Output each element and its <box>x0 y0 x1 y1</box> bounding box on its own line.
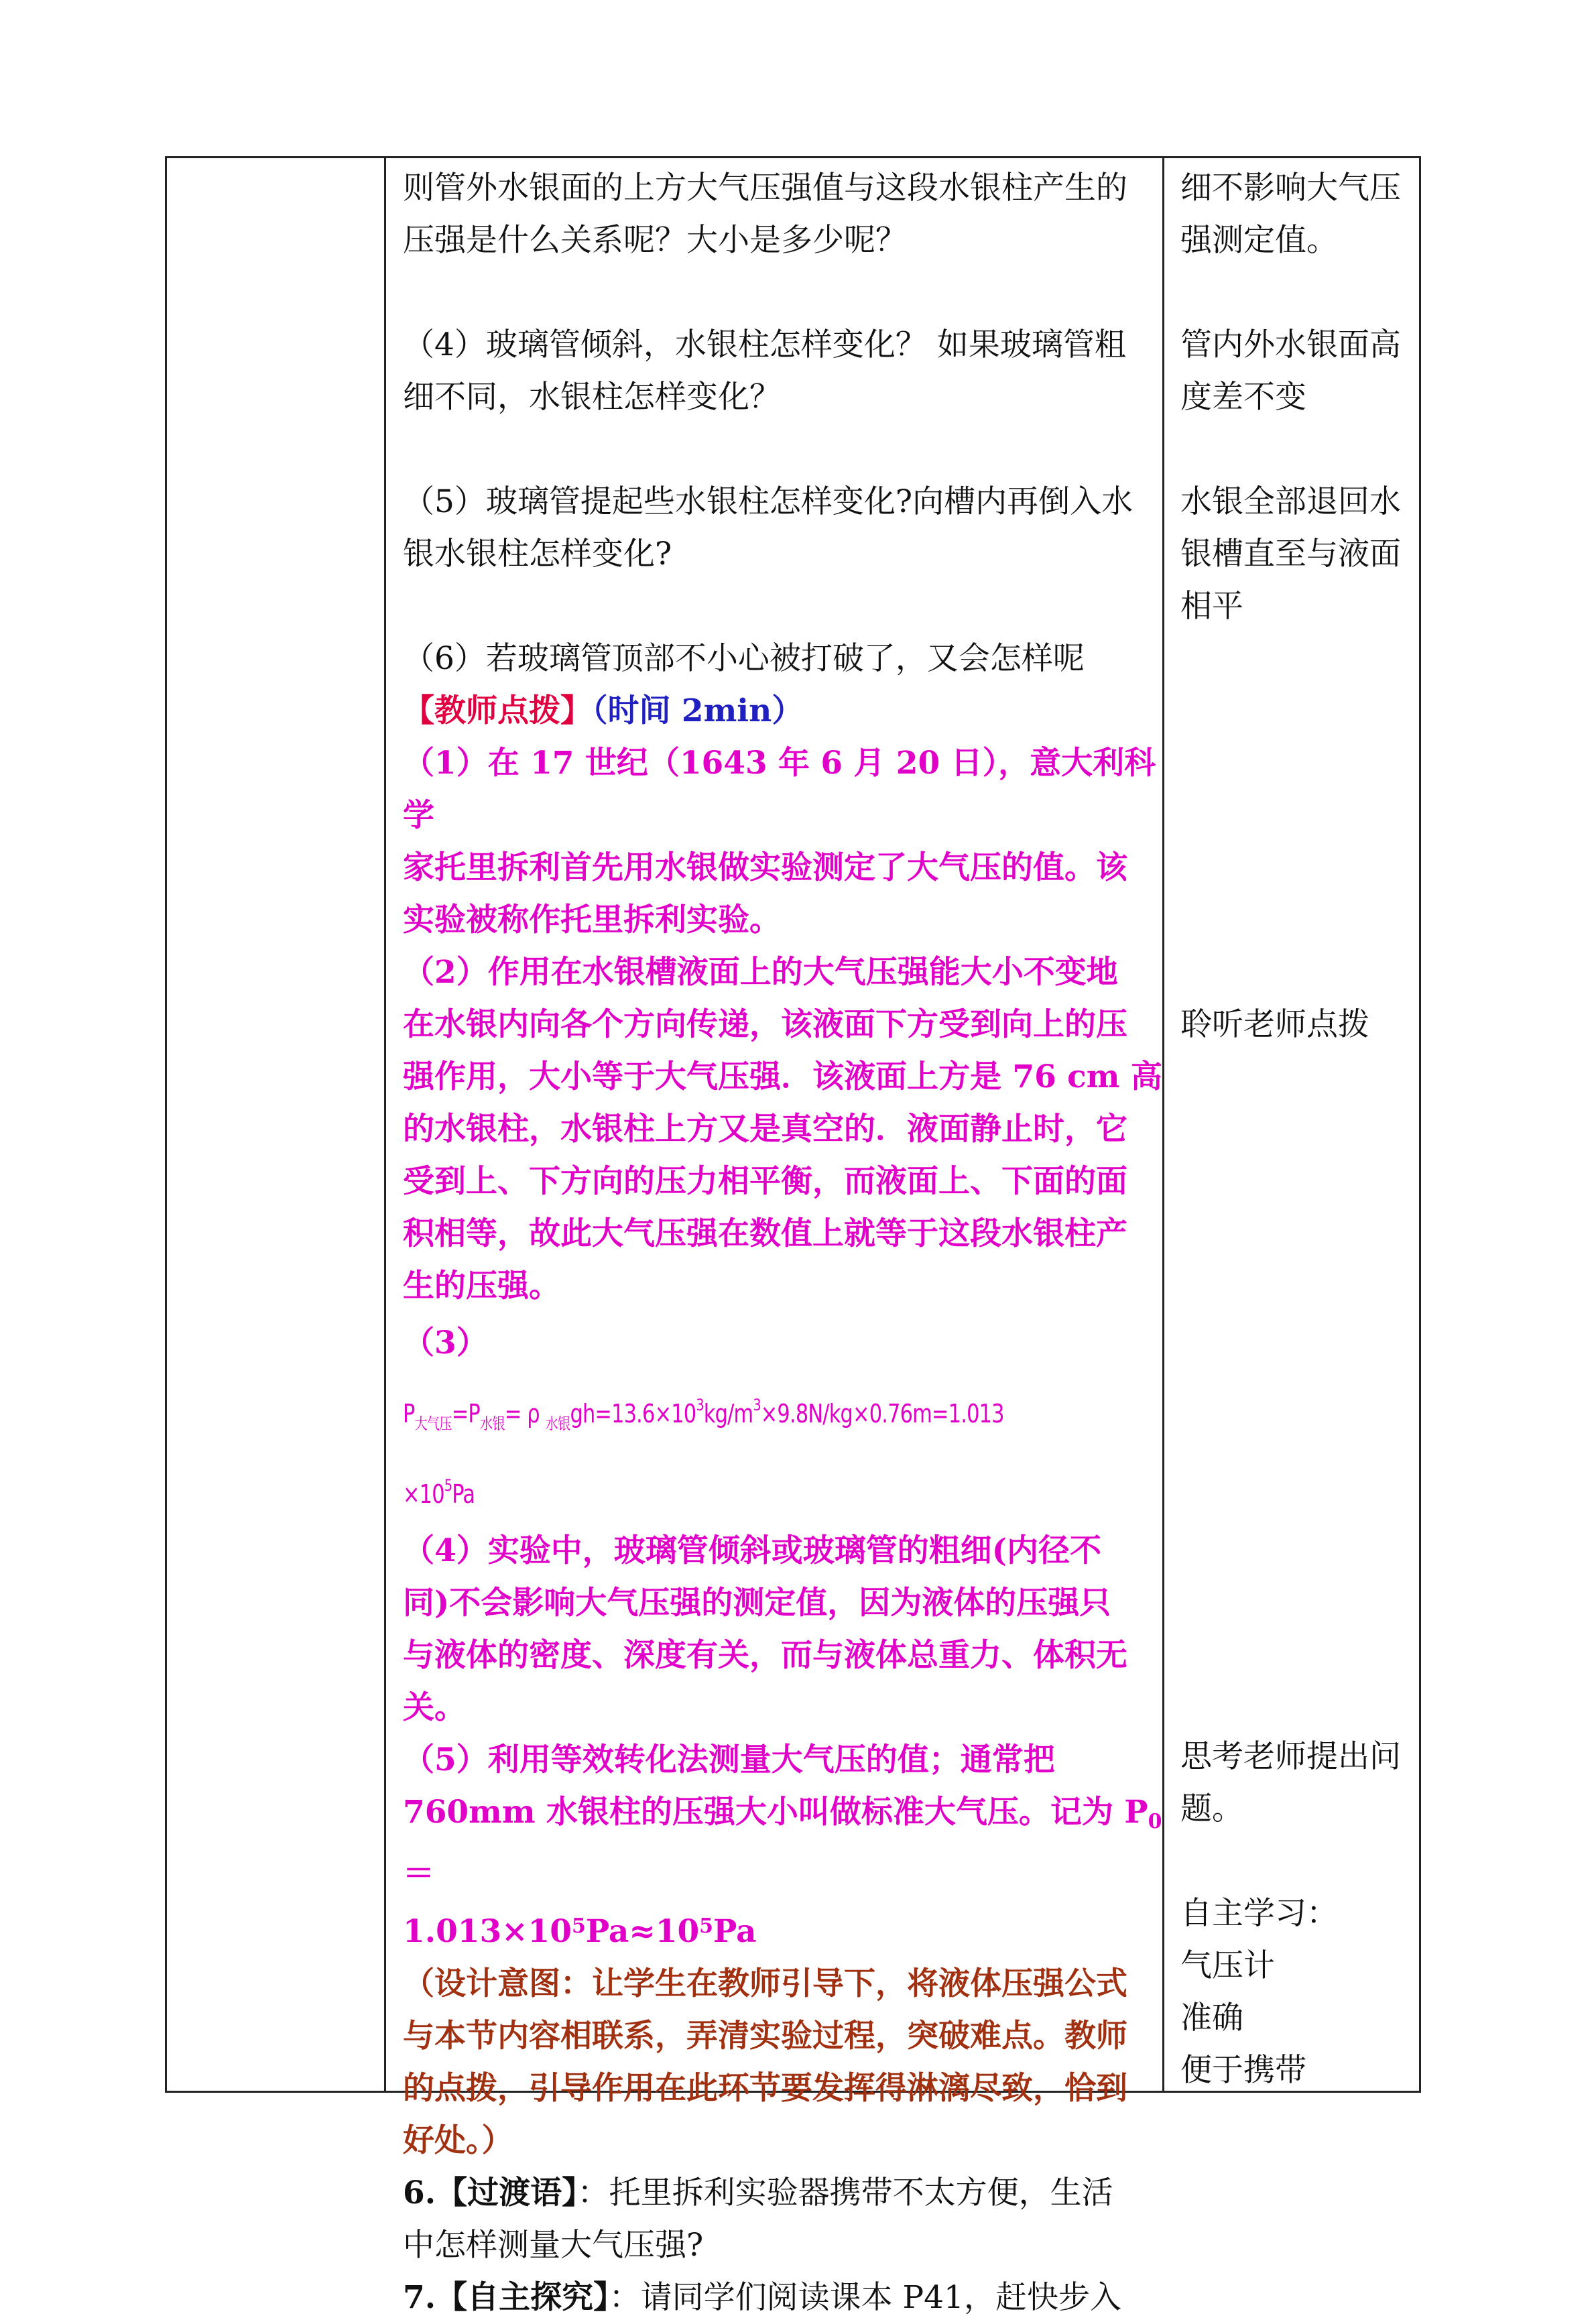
text-line: 压强是什么关系呢？大小是多少呢？ <box>403 222 907 259</box>
guidance-2-line: 受到上、下方向的压力相平衡，而液面上、下面的面 <box>403 1163 1127 1200</box>
guidance-1-line: 实验被称作托里拆利实验。 <box>403 902 781 938</box>
guidance-5-line: $1.013\times 10^5Pa\approx 10^5Pa$ <box>403 1913 757 1950</box>
activity-line: 强测定值。 <box>1180 222 1338 259</box>
guidance-2-line: 积相等，故此大气压强在数值上就等于这段水银柱产 <box>403 1215 1127 1252</box>
teacher-guidance-heading <box>403 685 1166 737</box>
student-activity-cell <box>1172 162 1414 2097</box>
transition-tag: 【过渡语】 <box>436 2175 578 2211</box>
activity-line: 自主学习： <box>1180 1895 1338 1932</box>
question-5-line: （5）玻璃管提起些水银柱怎样变化?向槽内再倒入水 <box>403 483 1133 520</box>
guidance-4-line: 与液体的密度、深度有关，而与液体总重力、体积无 <box>403 1637 1127 1674</box>
design-intent-line: 好处。） <box>403 2122 513 2159</box>
teacher-guidance-tag: 【教师点拨】 <box>403 692 592 729</box>
teacher-guidance-time: （时间 2min） <box>592 692 804 729</box>
guidance-3-label: （3） <box>403 1325 488 1361</box>
design-intent-line: 的点拨，引导作用在此环节要发挥得淋漓尽致，恰到 <box>403 2070 1127 2107</box>
teaching-process-cell <box>395 162 1166 2324</box>
guidance-2-line: 生的压强。 <box>403 1268 560 1304</box>
activity-line: 聆听老师点拨 <box>1180 1006 1369 1043</box>
guidance-1-line: （1）在 17 世纪（1643 年 6 月 20 日），意大利科学 <box>403 745 1156 834</box>
guidance-2-line: 的水银柱，水银柱上方又是真空的．液面静止时，它 <box>403 1111 1127 1148</box>
activity-line: 相平 <box>1180 588 1243 625</box>
column-divider-left <box>384 158 386 2091</box>
activity-line: 度差不变 <box>1180 379 1306 416</box>
lesson-table <box>165 156 1421 2316</box>
text-line: 则管外水银面的上方大气压强值与这段水银柱产生的 <box>403 170 1127 206</box>
guidance-2-line: （2）作用在水银槽液面上的大气压强能大小不变地 <box>403 954 1118 991</box>
activity-line: 银槽直至与液面 <box>1180 536 1401 572</box>
question-4-line: （4）玻璃管倾斜，水银柱怎样变化？ 如果玻璃管粗 <box>403 326 1126 363</box>
activity-line: 思考老师提出问 <box>1180 1738 1401 1775</box>
guidance-2-line: 强作用，大小等于大气压强．该液面上方是 76 cm 高 <box>403 1058 1162 1095</box>
activity-line: 气压计 <box>1180 1947 1275 1984</box>
guidance-3-formula <box>403 1312 1166 1525</box>
question-5-line: 银水银柱怎样变化? <box>403 536 672 572</box>
step-7-line: 7.【自主探究】：请同学们阅读课本 P41，赶快步入 <box>403 2279 1121 2316</box>
guidance-2-line: 在水银内向各个方向传递，该液面下方受到向上的压 <box>403 1006 1127 1043</box>
guidance-4-line: 关。 <box>403 1689 466 1726</box>
activity-line: 准确 <box>1180 2000 1243 2036</box>
pressure-formula: $P_{大气压}=P_{水银}= \rho$ $_{水银}gh=13.6\times 10^3kg/m^3\times 9.8N/kg\times 0.76m=1.013\times 10^5Pa$ <box>403 1396 1004 1509</box>
question-6: （6）若玻璃管顶部不小心被打破了，又会怎样呢 <box>403 640 1085 677</box>
question-4-line: 细不同，水银柱怎样变化？ <box>403 379 781 416</box>
activity-line: 便于携带 <box>1180 2052 1306 2089</box>
guidance-4-line: （4）实验中，玻璃管倾斜或玻璃管的粗细(内径不 <box>403 1532 1101 1569</box>
guidance-5-line: （5）利用等效转化法测量大气压的值；通常把 <box>403 1741 1055 1778</box>
guidance-4-line: 同)不会影响大气压强的测定值，因为液体的压强只 <box>403 1585 1111 1622</box>
step-6-line: 中怎样测量大气压强? <box>403 2227 704 2264</box>
guidance-5-line: 760mm 水银柱的压强大小叫做标准大气压。记为 $P_0=$ <box>403 1794 1162 1892</box>
activity-line: 题。 <box>1180 1790 1243 1827</box>
activity-line: 管内外水银面高 <box>1180 326 1401 363</box>
guidance-1-line: 家托里拆利首先用水银做实验测定了大气压的值。该 <box>403 849 1127 886</box>
design-intent-line: （设计意图：让学生在教师引导下，将液体压强公式 <box>403 1965 1127 2002</box>
design-intent-line: 与本节内容相联系，弄清实验过程，突破难点。教师 <box>403 2018 1127 2055</box>
self-study-tag: 【自主探究】 <box>436 2279 609 2316</box>
activity-line: 细不影响大气压 <box>1180 170 1401 206</box>
step-6-line: 6.【过渡语】：托里拆利实验器携带不太方便，生活 <box>403 2175 1113 2211</box>
activity-line: 水银全部退回水 <box>1180 483 1401 520</box>
